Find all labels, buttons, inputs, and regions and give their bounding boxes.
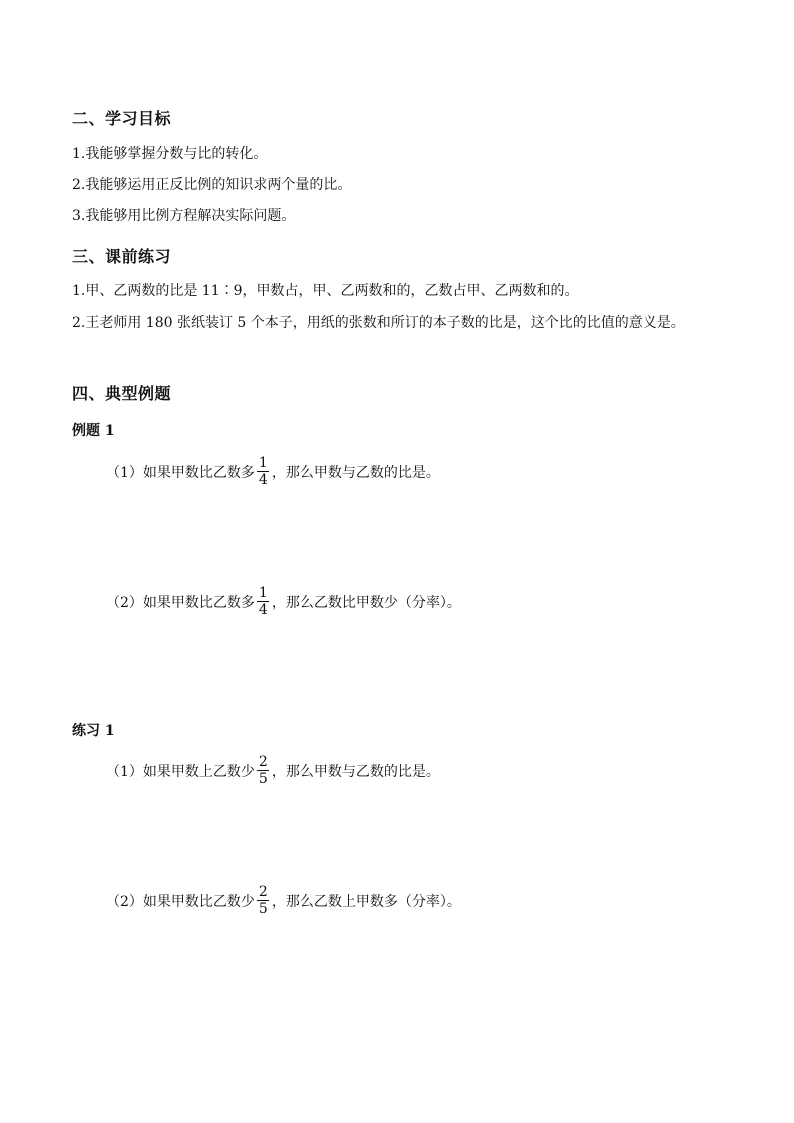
fraction-numerator: 1 <box>258 585 268 601</box>
practice-1-question-1 <box>106 754 440 787</box>
question-text-before: （2）如果甲数比乙数少 <box>106 893 255 910</box>
question-text-after: ，那么甲数与乙数的比是。 <box>271 763 440 780</box>
prep-item-2: 2.王老师用 180 张纸装订 5 个本子，用纸的张数和所订的本子数的比是，这个比的比值的意义是。 <box>72 315 685 331</box>
fraction-numerator: 2 <box>258 884 268 900</box>
fraction-denominator: 5 <box>258 901 268 917</box>
example-1-title: 例题 1 <box>72 423 115 439</box>
fraction-denominator: 4 <box>258 472 268 488</box>
section-title-examples: 四、典型例题 <box>72 384 172 403</box>
question-text-after: ，那么甲数与乙数的比是。 <box>271 464 440 481</box>
goal-item-1: 1.我能够掌握分数与比的转化。 <box>72 146 268 162</box>
fraction <box>257 754 270 787</box>
goal-item-3: 3.我能够用比例方程解决实际问题。 <box>72 208 296 224</box>
goal-item-2: 2.我能够运用正反比例的知识求两个量的比。 <box>72 177 352 193</box>
fraction-numerator: 2 <box>258 754 268 770</box>
prep-item-1: 1.甲、乙两数的比是 11∶9，甲数占，甲、乙两数和的，乙数占甲、乙两数和的。 <box>72 283 579 299</box>
fraction-denominator: 4 <box>258 602 268 618</box>
fraction-numerator: 1 <box>258 455 268 471</box>
question-text-before: （1）如果甲数比乙数多 <box>106 464 255 481</box>
example-1-question-2 <box>106 585 461 618</box>
fraction <box>257 585 270 618</box>
example-1-question-1 <box>106 455 440 488</box>
fraction-denominator: 5 <box>258 771 268 787</box>
section-title-prep: 三、课前练习 <box>72 247 172 266</box>
question-text-before: （2）如果甲数比乙数多 <box>106 594 255 611</box>
practice-1-question-2 <box>106 884 461 917</box>
practice-1-title: 练习 1 <box>72 723 115 739</box>
question-text-after: ，那么乙数比甲数少（分率）。 <box>271 594 461 611</box>
fraction <box>257 884 270 917</box>
section-title-goals: 二、学习目标 <box>72 109 172 128</box>
question-text-after: ，那么乙数上甲数多（分率）。 <box>271 893 461 910</box>
question-text-before: （1）如果甲数上乙数少 <box>106 763 255 780</box>
fraction <box>257 455 270 488</box>
